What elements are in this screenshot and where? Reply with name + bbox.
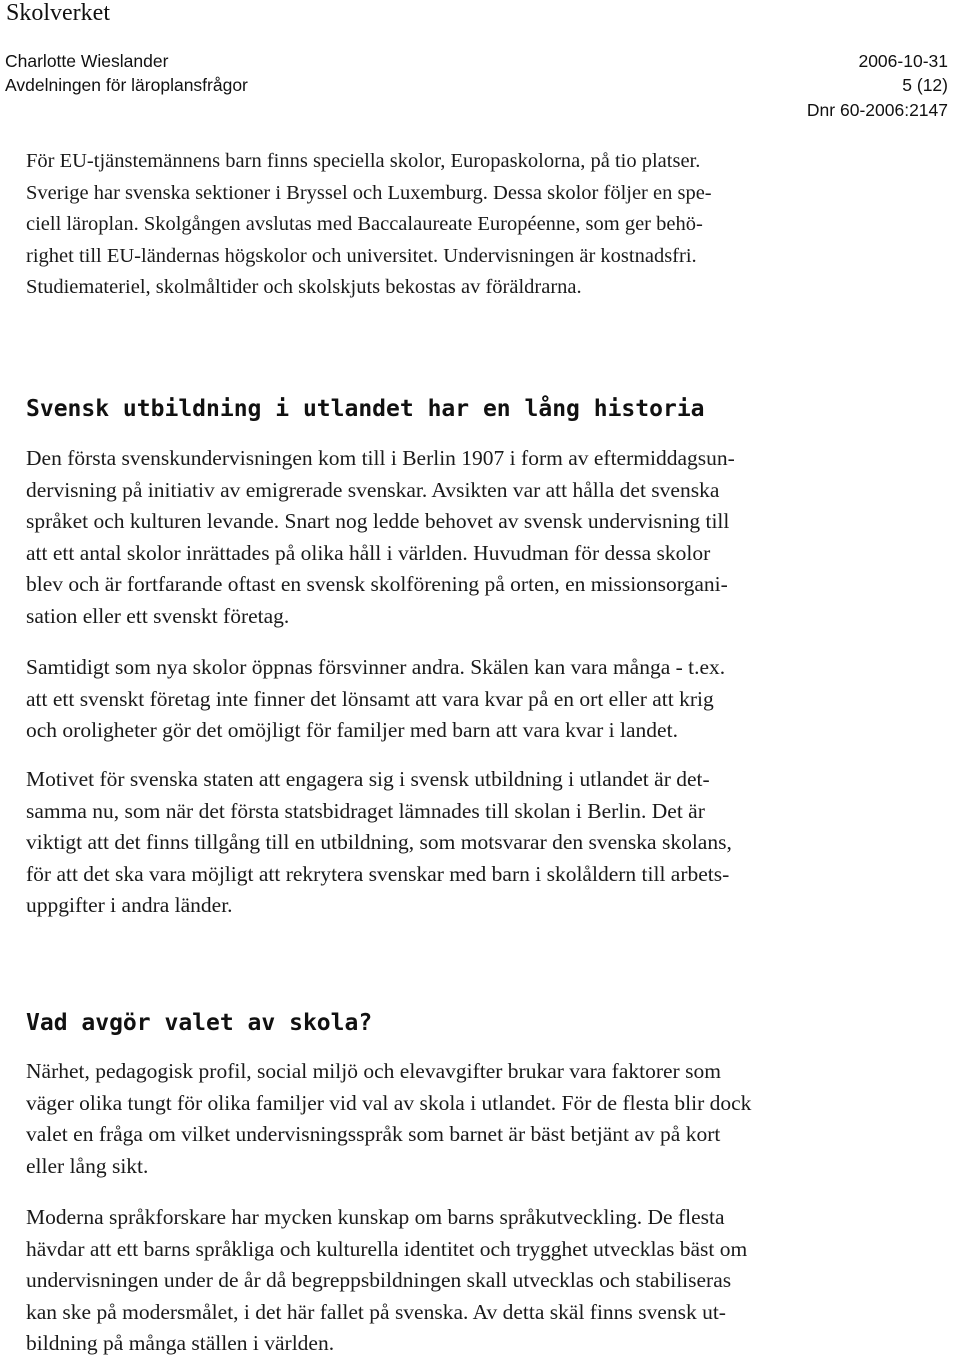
history-paragraph-1 [26, 443, 960, 632]
text-line: viktigt att det finns tillgång till en utbildning, som motsvarar den svenska skolans, [26, 830, 732, 854]
text-line: uppgifter i andra länder. [26, 893, 233, 917]
text-line: valet en fråga om vilket undervisningsspråk som barnet är bäst betjänt av på kort [26, 1122, 721, 1146]
page-number: 5 (12) [902, 75, 948, 95]
text-line: hävdar att ett barns språkliga och kulturella identitet och trygghet utvecklas bäst om [26, 1236, 748, 1261]
text-line: Närhet, pedagogisk profil, social miljö och elevavgifter brukar vara faktorer som [26, 1059, 721, 1083]
text-line: ciell läroplan. Skolgången avslutas med Baccalaureate Européenne, som ger behö- [26, 213, 703, 235]
author-name: Charlotte Wieslander [5, 51, 169, 71]
section-heading-school-choice: Vad avgör valet av skola? [26, 1010, 373, 1036]
text-line: blev och är fortfarande oftast en svensk skolförening på orten, en missionsorgani- [26, 572, 728, 596]
text-line: väger olika tungt för olika familjer vid val av skola i utlandet. För de flesta blir dock [26, 1090, 752, 1115]
text-line: kan ske på modersmålet, i det här fallet på svenska. Av detta skäl finns svensk ut- [26, 1299, 726, 1324]
text-line: för att det ska vara möjligt att rekrytera svenskar med barn i skolåldern till arbets- [26, 861, 730, 886]
text-line: undervisningen under de år då begreppsbildningen skall utvecklas och stabiliseras [26, 1268, 732, 1292]
school-choice-paragraph-1 [26, 1056, 960, 1182]
text-line: samma nu, som när det första statsbidraget lämnades till skolan i Berlin. Det är [26, 798, 705, 823]
department-name: Avdelningen för läroplansfrågor [5, 75, 248, 95]
text-line: Moderna språkforskare har mycken kunskap om barns språkutveckling. De flesta [26, 1205, 725, 1229]
school-choice-paragraph-2 [26, 1202, 960, 1360]
text-line: och oroligheter gör det omöjligt för familjer med barn att vara kvar i landet. [26, 718, 678, 742]
history-paragraph-2 [26, 652, 960, 747]
text-line: att ett svenskt företag inte finner det lönsamt att vara kvar på en ort eller att krig [26, 686, 714, 711]
text-line: bildning på många ställen i världen. [26, 1331, 335, 1355]
text-line: eller lång sikt. [26, 1153, 149, 1178]
text-line: righet till EU-ländernas högskolor och universitet. Undervisningen är kostnadsfri. [26, 244, 697, 267]
text-line: språket och kulturen levande. Snart nog ledde behovet av svensk undervisning till [26, 509, 730, 533]
intro-paragraph [26, 146, 960, 304]
text-line: Den första svenskundervisningen kom till i Berlin 1907 i form av eftermiddagsun- [26, 446, 735, 470]
text-line: att ett antal skolor inrättades på olika håll i världen. Huvudman för dessa skolor [26, 540, 711, 565]
text-line: Sverige har svenska sektioner i Bryssel och Luxemburg. Dessa skolor följer en spe- [26, 181, 712, 204]
document-date: 2006-10-31 [858, 51, 948, 71]
text-line: Studiemateriel, skolmåltider och skolskjuts bekostas av föräldrarna. [26, 276, 582, 298]
text-line: dervisning på initiativ av emigrerade svenskar. Avsikten var att hålla det svenska [26, 477, 720, 502]
text-line: För EU-tjänstemännens barn finns speciella skolor, Europaskolorna, på tio platser. [26, 150, 701, 172]
organization-name: Skolverket [6, 0, 110, 26]
text-line: sation eller ett svenskt företag. [26, 603, 290, 628]
text-line: Motivet för svenska staten att engagera sig i svensk utbildning i utlandet är det- [26, 767, 710, 791]
history-paragraph-3 [26, 764, 960, 922]
section-heading-history: Svensk utbildning i utlandet har en lång historia [26, 396, 705, 422]
text-line: Samtidigt som nya skolor öppnas försvinner andra. Skälen kan vara många - t.ex. [26, 655, 726, 679]
document-reference: Dnr 60-2006:2147 [806, 100, 948, 120]
